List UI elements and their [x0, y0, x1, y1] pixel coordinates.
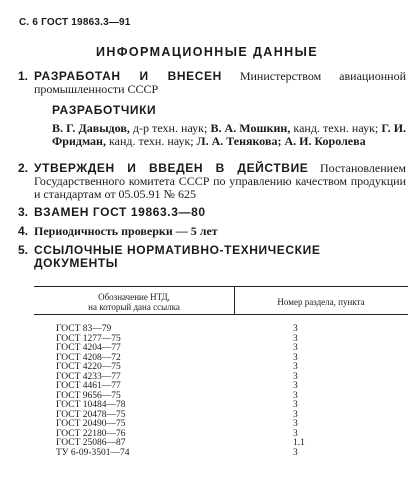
- section-1-caption: РАЗРАБОТАН И ВНЕСЕН: [34, 69, 222, 83]
- table-cell-section: 3: [293, 419, 298, 429]
- table-cell-document: ГОСТ 4461—77: [56, 381, 121, 391]
- developer-4-name: Л. А. Тенякова;: [196, 134, 282, 148]
- developer-2-title: канд. техн. наук;: [293, 121, 379, 135]
- table-cell-section: 3: [293, 324, 298, 334]
- table-cell-document: ГОСТ 9656—75: [56, 390, 121, 401]
- section-1-text: Министерством авиационной промышленности СССР: [34, 69, 406, 96]
- table-cell-section: 1.1: [293, 438, 305, 448]
- section-2-text: Постановлением Государственного комитета СССР по управлению качеством продукции и стандартам от 05.05.91 № 625: [34, 161, 406, 201]
- table-cell-section: 3: [293, 390, 298, 401]
- table-cell-section: 3: [293, 428, 298, 439]
- table-cell-document: ГОСТ 25086—87: [56, 438, 126, 448]
- section-2-caption: УТВЕРЖДЕН И ВВЕДЕН В ДЕЙСТВИЕ: [34, 161, 309, 175]
- developer-1-name: В. Г. Давыдов,: [52, 121, 130, 135]
- table-header-document: [34, 292, 234, 312]
- section-1: [18, 69, 406, 96]
- table-cell-section: 3: [293, 333, 298, 344]
- developer-3-title: канд. техн. наук;: [108, 134, 194, 148]
- developer-5-name: А. И. Королева: [284, 134, 366, 148]
- table-cell-section: 3: [293, 400, 298, 410]
- section-3-number: 3.: [18, 205, 29, 219]
- table-top-rule: [34, 286, 408, 287]
- developer-3-name: Г. И. Фридман,: [52, 121, 407, 148]
- section-4-number: 4.: [18, 224, 29, 238]
- table-cell-document: ГОСТ 20478—75: [56, 409, 126, 420]
- table-cell-section: 3: [293, 371, 298, 382]
- section-2-number: 2.: [18, 161, 29, 175]
- table-cell-document: ГОСТ 4220—75: [56, 362, 121, 372]
- section-5: [18, 243, 404, 270]
- section-1-number: 1.: [18, 69, 29, 83]
- section-5-caption: ССЫЛОЧНЫЕ НОРМАТИВНО-ТЕХНИЧЕСКИЕ ДОКУМЕНТЫ: [34, 243, 321, 270]
- page-title: ИНФОРМАЦИОННЫЕ ДАННЫЕ: [96, 45, 318, 59]
- page-header: С. 6 ГОСТ 19863.3—91: [19, 17, 131, 28]
- table-header-rule: [34, 314, 408, 315]
- table-header-document-line1: Обозначение НТД,: [98, 292, 170, 302]
- section-3: [18, 205, 406, 219]
- table-cell-document: ГОСТ 10484—78: [56, 400, 126, 410]
- table-cell-section: 3: [293, 381, 298, 391]
- developer-2-name: В. А. Мошкин,: [210, 121, 291, 135]
- table-cell-section: 3: [293, 409, 298, 420]
- table-header-section: Номер раздела, пункта: [277, 297, 365, 307]
- table-cell-document: ГОСТ 4208—72: [56, 352, 121, 363]
- table-cell-section: 3: [293, 362, 298, 372]
- table-cell-section: 3: [293, 352, 298, 363]
- developers-list: [52, 122, 406, 148]
- section-4: [18, 224, 406, 238]
- table-cell-section: 3: [293, 447, 298, 458]
- section-5-number: 5.: [18, 243, 29, 257]
- table-row: [34, 449, 408, 459]
- table-cell-section: 3: [293, 343, 298, 353]
- table-cell-document: ГОСТ 20490—75: [56, 419, 126, 429]
- section-4-text: Периодичность проверки — 5 лет: [34, 224, 218, 238]
- table-cell-document: ГОСТ 83—79: [56, 324, 112, 334]
- table-header-document-line2: на который дана ссылка: [88, 302, 180, 312]
- developer-1-title: д-р техн. наук;: [132, 121, 208, 135]
- table-cell-document: ГОСТ 4204—77: [56, 343, 121, 353]
- table-cell-document: ГОСТ 1277—75: [56, 333, 121, 344]
- section-2: [18, 161, 406, 201]
- table-cell-document: ТУ 6-09-3501—74: [56, 447, 130, 458]
- table-cell-document: ГОСТ 22180—76: [56, 428, 126, 439]
- table-cell-document: ГОСТ 4233—77: [56, 371, 121, 382]
- section-3-caption: ВЗАМЕН ГОСТ 19863.3—80: [34, 205, 206, 219]
- developers-heading: РАЗРАБОТЧИКИ: [52, 103, 157, 117]
